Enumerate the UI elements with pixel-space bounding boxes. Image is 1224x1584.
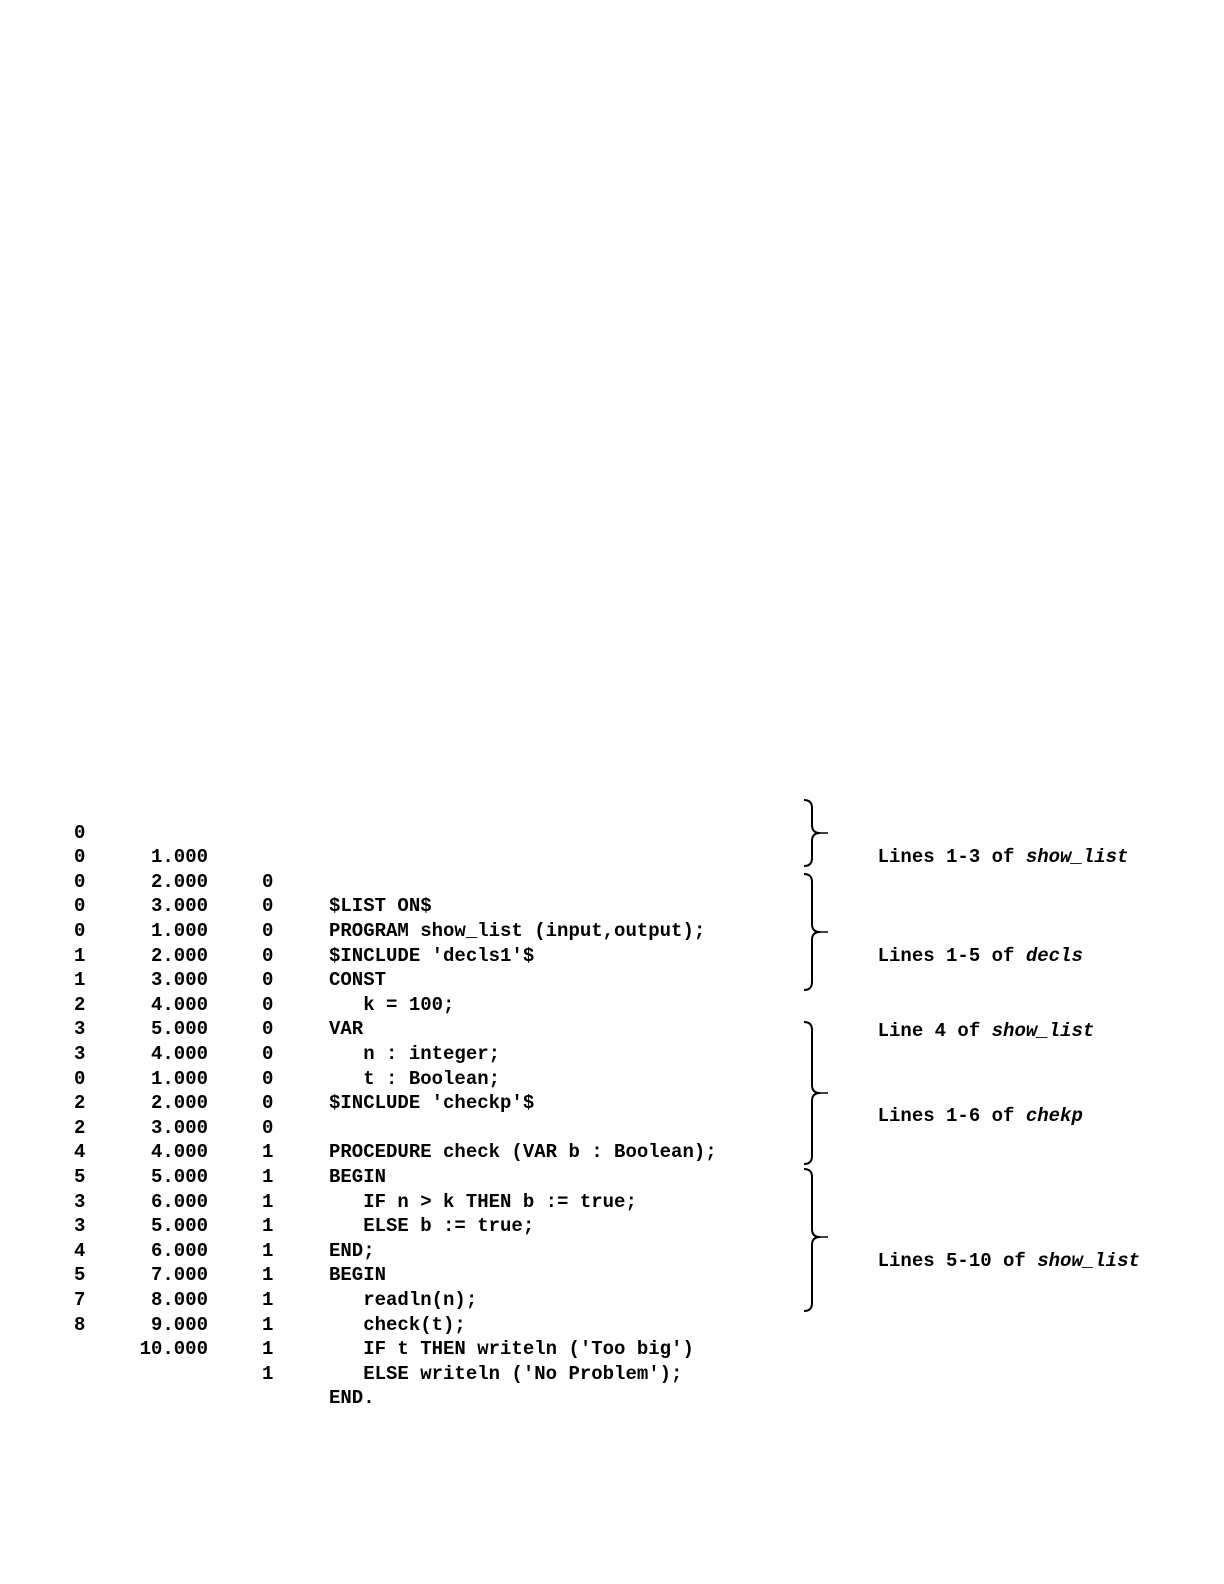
col-c: 1 [262,1165,274,1188]
source-text: IF n > k THEN b := true; [329,1190,637,1213]
col-line-number: 8.000 [150,1288,208,1311]
col-a: 5 [74,1165,86,1188]
source-text: ELSE b := true; [329,1215,535,1238]
col-a: 3 [74,1190,86,1213]
col-a: 1 [74,944,86,967]
source-text: BEGIN [329,1165,387,1188]
col-a: 0 [74,846,86,869]
col-a: 5 [74,1264,86,1287]
annotation-label [832,821,1128,893]
col-c: 0 [262,969,274,992]
annotation-prefix: Lines 5-10 of [877,1250,1038,1272]
source-text: BEGIN [329,1264,387,1287]
source-text: n : integer; [329,1042,501,1065]
col-a: 7 [74,1288,86,1311]
source-text: ELSE writeln ('No Problem'); [329,1362,683,1385]
annotation-label [832,1225,1140,1297]
source-text: readln(n); [329,1288,478,1311]
col-line-number: 5.000 [150,1165,208,1188]
col-line-number: 5.000 [150,1215,208,1238]
col-a: 4 [74,1239,86,1262]
col-a: 0 [74,821,86,844]
source-text: $INCLUDE 'checkp'$ [329,1092,535,1115]
annotation-file: chekp [1025,1105,1083,1127]
annotation-file: show_list [1037,1250,1140,1272]
col-a: 2 [74,1116,86,1139]
col-line-number: 7.000 [150,1264,208,1287]
col-c: 1 [262,1190,274,1213]
col-a: 2 [74,993,86,1016]
col-a: 2 [74,1092,86,1115]
col-line-number: 4.000 [150,1141,208,1164]
col-c: 1 [262,1288,274,1311]
col-c: 0 [262,944,274,967]
annotation-label [832,995,1094,1067]
annotation-prefix: Line 4 of [877,1020,992,1042]
col-a: 0 [74,870,86,893]
right-brace-icon [800,1020,832,1166]
col-c: 0 [262,1067,274,1090]
col-line-number: 3.000 [150,1116,208,1139]
source-text: $LIST ON$ [329,895,432,918]
col-c: 0 [262,993,274,1016]
col-c: 0 [262,1092,274,1115]
col-a: 3 [74,1018,86,1041]
col-line-number: 6.000 [150,1239,208,1262]
col-c: 0 [262,919,274,942]
col-c: 0 [262,870,274,893]
col-a: 0 [74,919,86,942]
col-line-number: 6.000 [150,1190,208,1213]
col-line-number: 1.000 [150,919,208,942]
col-line-number: 3.000 [150,969,208,992]
source-text: END; [329,1239,375,1262]
col-c: 1 [262,1215,274,1238]
source-text: PROGRAM show_list (input,output); [329,919,706,942]
annotation-label [832,1080,1083,1152]
col-a: 0 [74,895,86,918]
col-line-number: 10.000 [139,1338,208,1361]
col-a: 8 [74,1313,86,1336]
col-a: 0 [74,1067,86,1090]
source-text: $INCLUDE 'decls1'$ [329,944,535,967]
source-text: PROCEDURE check (VAR b : Boolean); [329,1141,717,1164]
col-line-number: 1.000 [150,846,208,869]
source-text: check(t); [329,1313,466,1336]
col-a: 1 [74,969,86,992]
annotation-prefix: Lines 1-6 of [877,1105,1026,1127]
col-a: 3 [74,1042,86,1065]
source-listing [0,796,1224,1410]
annotation-file: show_list [1025,846,1129,868]
source-text: t : Boolean; [329,1067,501,1090]
right-brace-icon [800,798,832,868]
col-c: 1 [262,1338,274,1361]
col-a: 4 [74,1141,86,1164]
col-c: 1 [262,1362,274,1385]
annotation-prefix: Lines 1-5 of [877,945,1026,967]
col-c: 0 [262,895,274,918]
col-c: 0 [262,1116,274,1139]
col-line-number: 4.000 [150,1042,208,1065]
annotation-file: decls [1025,945,1083,967]
right-brace-icon [800,1167,832,1313]
col-line-number: 3.000 [150,895,208,918]
col-line-number: 5.000 [150,1018,208,1041]
col-line-number: 4.000 [150,993,208,1016]
col-line-number: 2.000 [150,870,208,893]
annotation-prefix: Lines 1-3 of [877,846,1026,868]
col-line-number: 2.000 [150,944,208,967]
annotation-file: show_list [991,1020,1095,1042]
col-line-number: 2.000 [150,1092,208,1115]
col-c: 1 [262,1141,274,1164]
col-line-number: 1.000 [150,1067,208,1090]
source-text: VAR [329,1018,364,1041]
annotation-label [832,920,1083,992]
col-c: 1 [262,1313,274,1336]
col-c: 1 [262,1239,274,1262]
col-c: 0 [262,1042,274,1065]
source-text: IF t THEN writeln ('Too big') [329,1338,694,1361]
source-text: CONST [329,969,387,992]
col-c: 1 [262,1264,274,1287]
col-a: 3 [74,1215,86,1238]
right-brace-icon [800,872,832,992]
col-line-number: 9.000 [150,1313,208,1336]
source-text: END. [329,1387,375,1410]
col-c: 0 [262,1018,274,1041]
source-text: k = 100; [329,993,455,1016]
